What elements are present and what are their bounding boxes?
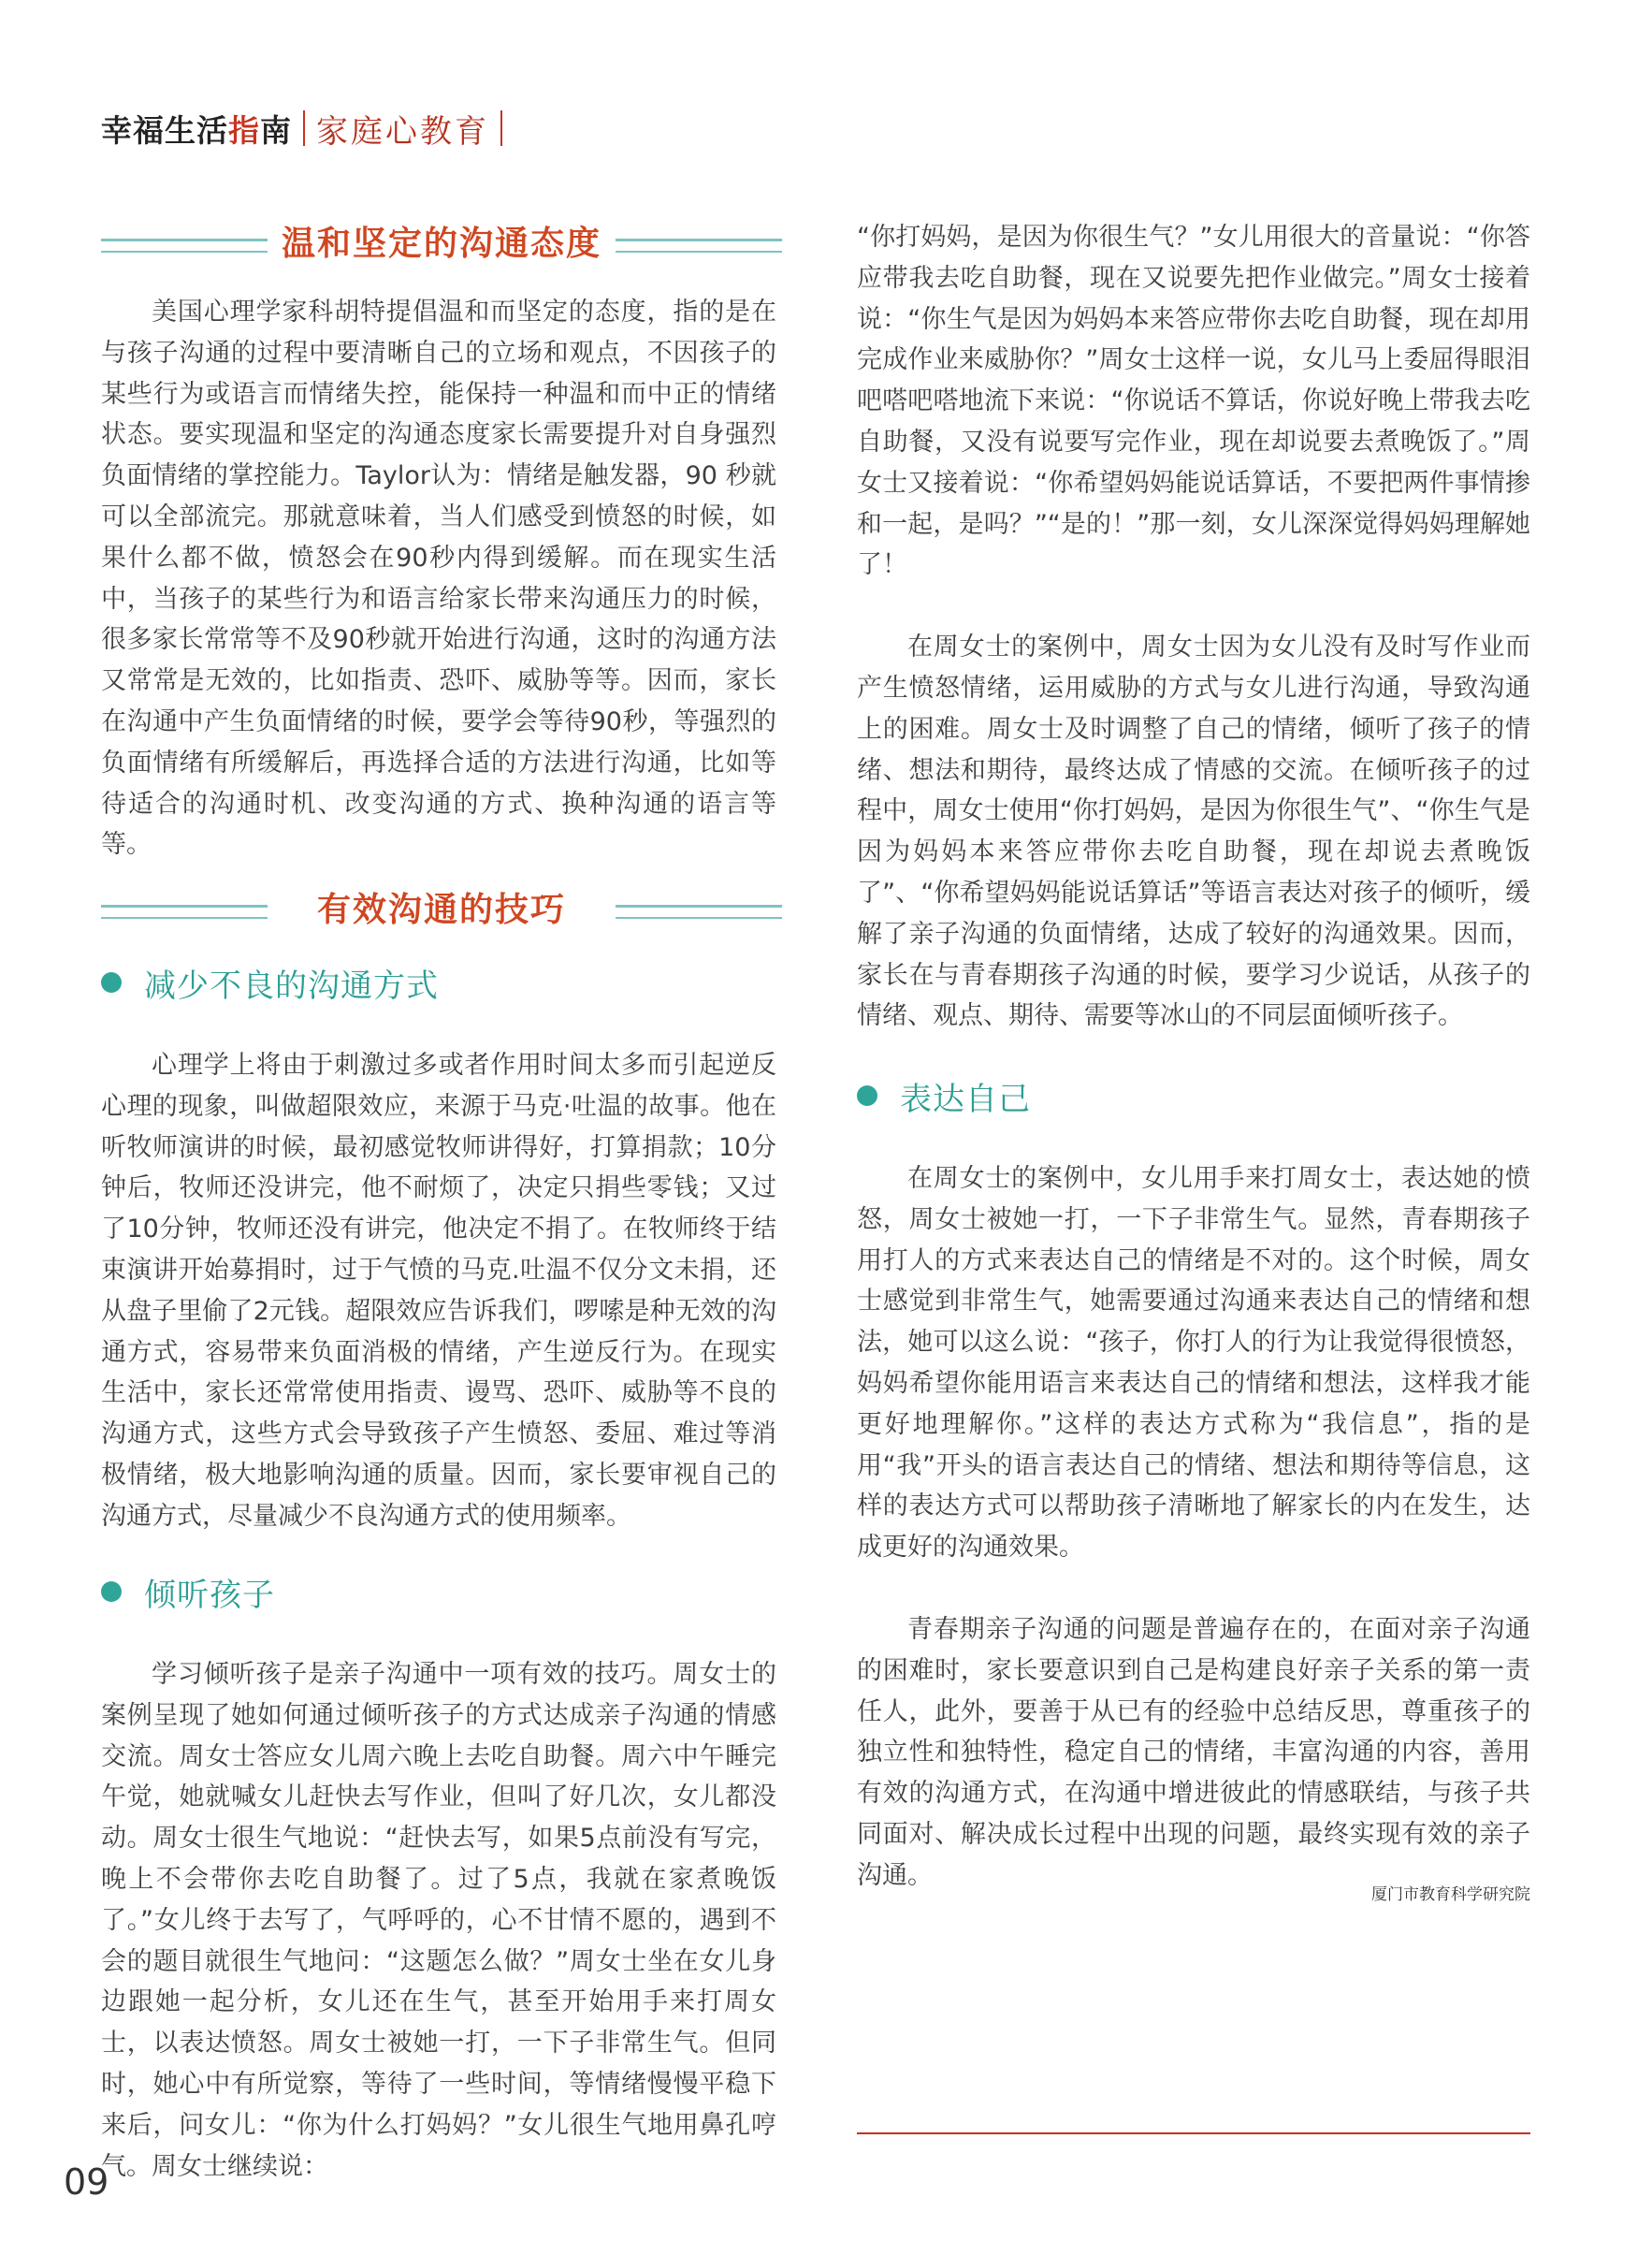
bullet-dot-icon xyxy=(101,1581,122,1602)
page-number: 09 xyxy=(64,2161,109,2203)
header-divider-end xyxy=(500,110,502,146)
paragraph-attitude: 美国心理学家科胡特提倡温和而坚定的态度，指的是在与孩子沟通的过程中要清晰自己的立场和观点，不因孩子的某些行为或语言而情绪失控，能保持一种温和而中正的情绪状态。要实现温和坚定的沟通态度家长需要提升对自身强烈负面情绪的掌控能力。Taylor认为：情绪是触发器，90 秒就可以全部流完。那就意味着，当人们感受到愤怒的时候，如果什么都不做，愤怒会在90秒内得到缓解。而在现实生活中，当孩子的某些行为和语言给家长带来沟通压力的时候，很多家长常常等不及90秒就开始进行沟通，这时的沟通方法又常常是无效的，比如指责、恐吓、威胁等等。因而，家长在沟通中产生负面情绪的时候，要学会等待90秒，等强烈的负面情绪有所缓解后，再选择合适的方法进行沟通，比如等待适合的沟通时机、改变沟通的方式、换种沟通的语言等等。 xyxy=(101,298,776,860)
paragraph-listen-to-child: 学习倾听孩子是亲子沟通中一项有效的技巧。周女士的案例呈现了她如何通过倾听孩子的方式达成亲子沟通的情感交流。周女士答应女儿周六晚上去吃自助餐。周六中午睡完午觉，她就喊女儿赶快去写作业，但叫了好几次，女儿都没动。周女士很生气地说：“赶快去写，如果5点前没有写完，晚上不会带你去吃自助餐了。过了5点，我就在家煮晚饭了。”女儿终于去写了，气呼呼的，心不甘情不愿的，遇到不会的题目就很生气地问：“这题怎么做？”周女士坐在女儿身边跟她一起分析，女儿还在生气，甚至开始用手来打周女士，以表达愤怒。周女士被她一打，一下子非常生气。但同时，她心中有所觉察，等待了一些时间，等情绪慢慢平稳下来后，问女儿：“你为什么打妈妈？”女儿很生气地用鼻孔哼气。周女士继续说： xyxy=(101,1660,776,2181)
left-column-block-3 xyxy=(101,1654,776,2187)
subtitle-express-yourself: 表达自己 xyxy=(857,1074,1031,1117)
bullet-dot-icon xyxy=(857,1085,877,1106)
paragraph-i-message: 在周女士的案例中，女儿用手来打周女士，表达她的愤怒，周女士被她一打，一下子非常生气。显然，青春期孩子用打人的方式来表达自己的情绪是不对的。这个时候，周女士感觉到非常生气，她需要通过沟通来表达自己的情绪和想法，她可以这么说：“孩子，你打人的行为让我觉得很愤怒，妈妈希望你能用语言来表达自己的情绪和想法，这样我才能更好地理解你。”这样的表达方式称为“我信息”，指的是用“我”开头的语言表达自己的情绪、想法和期待等信息，这样的表达方式可以帮助孩子清晰地了解家长的内在发生，达成更好的沟通效果。 xyxy=(857,1164,1530,1563)
author-affiliation: 厦门市教育科学研究院 xyxy=(1371,1885,1530,1904)
left-column-block-1 xyxy=(101,292,776,866)
left-column-block-2 xyxy=(101,1045,776,1537)
section-title-attitude: 温和坚定的沟通态度 xyxy=(101,217,782,273)
section-name: 家庭心教育 xyxy=(316,112,489,151)
paragraph-case-analysis: 在周女士的案例中，周女士因为女儿没有及时写作业而产生愤怒情绪，运用威胁的方式与女儿进行沟通，导致沟通上的困难。周女士及时调整了自己的情绪，倾听了孩子的情绪、想法和期待，最终达成了情感的交流。在倾听孩子的过程中，周女士使用“你打妈妈，是因为你很生气”、“你生气是因为妈妈本来答应带你去吃自助餐，现在却说去煮晚饭了”、“你希望妈妈能说话算话”等语言表达对孩子的倾听，缓解了亲子沟通的负面情绪，达成了较好的沟通效果。因而，家长在与青春期孩子沟通的时候，要学习少说话，从孩子的情绪、观点、期待、需要等冰山的不同层面倾听孩子。 xyxy=(857,633,1530,1031)
subtitle-listen-to-child: 倾听孩子 xyxy=(101,1570,275,1613)
right-column-block-2 xyxy=(857,1158,1530,1897)
subtitle-reduce-bad-communication: 减少不良的沟通方式 xyxy=(101,961,439,1004)
bottom-divider xyxy=(857,2132,1530,2134)
header-divider xyxy=(303,110,305,146)
magazine-brand: 幸福生活指南 xyxy=(101,111,292,149)
page-header xyxy=(101,105,514,152)
section-title-skills: 有效沟通的技巧 xyxy=(101,883,782,939)
paragraph-conclusion: 青春期亲子沟通的问题是普遍存在的，在面对亲子沟通的困难时，家长要意识到自己是构建良好亲子关系的第一责任人，此外，要善于从已有的经验中总结反思，尊重孩子的独立性和独特性，稳定自己的情绪，丰富沟通的内容，善用有效的沟通方式，在沟通中增进彼此的情感联结，与孩子共同面对、解决成长过程中出现的问题，最终实现有效的亲子沟通。 xyxy=(857,1614,1530,1890)
paragraph-reduce-bad-communication: 心理学上将由于刺激过多或者作用时间太多而引起逆反心理的现象，叫做超限效应，来源于马克·吐温的故事。他在听牧师演讲的时候，最初感觉牧师讲得好，打算捐款；10分钟后，牧师还没讲完，他不耐烦了，决定只捐些零钱；又过了10分钟，牧师还没有讲完，他决定不捐了。在牧师终于结束演讲开始募捐时，过于气愤的马克.吐温不仅分文未捐，还从盘子里偷了2元钱。超限效应告诉我们，啰嗦是种无效的沟通方式，容易带来负面消极的情绪，产生逆反行为。在现实生活中，家长还常常使用指责、谩骂、恐吓、威胁等不良的沟通方式，这些方式会导致孩子产生愤怒、委屈、难过等消极情绪，极大地影响沟通的质量。因而，家长要审视自己的沟通方式，尽量减少不良沟通方式的使用频率。 xyxy=(101,1051,776,1531)
bullet-dot-icon xyxy=(101,972,122,993)
right-column-block-1 xyxy=(857,217,1530,1037)
paragraph-dialogue: “你打妈妈，是因为你很生气？”女儿用很大的音量说：“你答应带我去吃自助餐，现在又说要先把作业做完。”周女士接着说：“你生气是因为妈妈本来答应带你去吃自助餐，现在却用完成作业来威胁你？”周女士这样一说，女儿马上委屈得眼泪吧嗒吧嗒地流下来说：“你说话不算话，你说好晚上带我去吃自助餐，又没有说要写完作业，现在却说要去煮晚饭了。”周女士又接着说：“你希望妈妈能说话算话，不要把两件事情掺和一起，是吗？”“是的！”那一刻，女儿深深觉得妈妈理解她了！ xyxy=(857,223,1530,580)
